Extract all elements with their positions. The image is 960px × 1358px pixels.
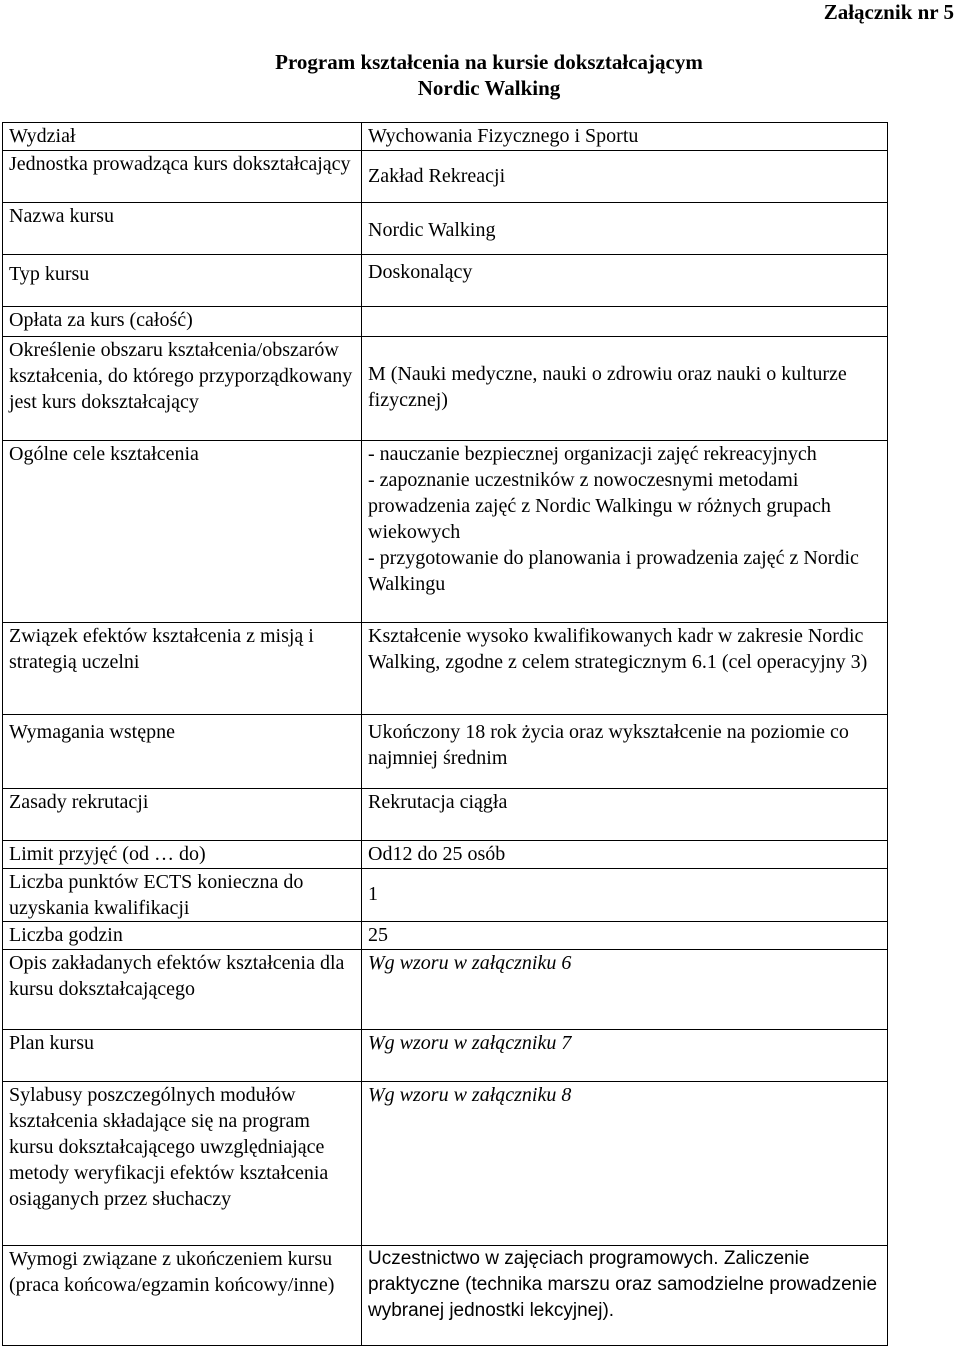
- row-value: Zakład Rekreacji: [362, 151, 888, 203]
- row-label: Zasady rekrutacji: [3, 789, 362, 841]
- table-row: [3, 715, 888, 789]
- row-value: Uczestnictwo w zajęciach programowych. Zaliczenie praktyczne (technika marszu oraz samodzielne prowadzenie wybranej jednostki lekcyjnej).: [362, 1246, 888, 1346]
- annex-label: Załącznik nr 5: [823, 0, 954, 24]
- row-value: Ukończony 18 rok życia oraz wykształcenie na poziomie co najmniej średnim: [362, 715, 888, 789]
- row-label: Wymogi związane z ukończeniem kursu (praca końcowa/egzamin końcowy/inne): [3, 1246, 362, 1346]
- row-label: Jednostka prowadząca kurs dokształcający: [3, 151, 362, 203]
- table-row: [3, 950, 888, 1030]
- row-value: 1: [362, 869, 888, 922]
- table-row: [3, 151, 888, 203]
- row-value: Kształcenie wysoko kwalifikowanych kadr w zakresie Nordic Walking, zgodne z celem strategicznym 6.1 (cel operacyjny 3): [362, 623, 888, 715]
- row-value: Wychowania Fizycznego i Sportu: [362, 123, 888, 151]
- table-row: [3, 203, 888, 255]
- row-label: Nazwa kursu: [3, 203, 362, 255]
- row-label: Opis zakładanych efektów kształcenia dla kursu dokształcającego: [3, 950, 362, 1030]
- row-value: Rekrutacja ciągła: [362, 789, 888, 841]
- row-value: Wg wzoru w załączniku 8: [362, 1082, 888, 1246]
- goal-line: - przygotowanie do planowania i prowadzenia zajęć z Nordic Walkingu: [368, 547, 864, 595]
- table-row: [3, 337, 888, 441]
- row-label: Wymagania wstępne: [3, 715, 362, 789]
- table-row: [3, 1082, 888, 1246]
- table-row: [3, 123, 888, 151]
- page-title: Program kształcenia na kursie dokształcającym: [275, 50, 703, 74]
- goal-line: - nauczanie bezpiecznej organizacji zajęć rekreacyjnych: [368, 443, 817, 465]
- table-row: [3, 1030, 888, 1082]
- row-label: Opłata za kurs (całość): [3, 307, 362, 337]
- row-value: Doskonalący: [362, 255, 888, 307]
- row-value: Wg wzoru w załączniku 6: [362, 950, 888, 1030]
- row-label: Ogólne cele kształcenia: [3, 441, 362, 623]
- table-row: [3, 307, 888, 337]
- table-row: [3, 623, 888, 715]
- row-label: Plan kursu: [3, 1030, 362, 1082]
- row-label: Limit przyjęć (od … do): [3, 841, 362, 869]
- table-row: [3, 841, 888, 869]
- table-row: [3, 869, 888, 922]
- row-label: Sylabusy poszczególnych modułów kształcenia składające się na program kursu dokształcającego uwzględniające metody weryfikacji efektów kształcenia osiąganych przez słuchaczy: [3, 1082, 362, 1246]
- row-value: M (Nauki medyczne, nauki o zdrowiu oraz nauki o kulturze fizycznej): [362, 337, 888, 441]
- course-title: Nordic Walking: [417, 76, 561, 100]
- row-label: Określenie obszaru kształcenia/obszarów kształcenia, do którego przyporządkowany jest kurs dokształcający: [3, 337, 362, 441]
- table-row: [3, 789, 888, 841]
- row-value: Wg wzoru w załączniku 7: [362, 1030, 888, 1082]
- row-value: Nordic Walking: [362, 203, 888, 255]
- table-row: [3, 922, 888, 950]
- row-label: Związek efektów kształcenia z misją i strategią uczelni: [3, 623, 362, 715]
- row-label: Liczba godzin: [3, 922, 362, 950]
- row-label: Typ kursu: [3, 255, 362, 307]
- row-value: [362, 441, 888, 623]
- row-label: Liczba punktów ECTS konieczna do uzyskania kwalifikacji: [3, 869, 362, 922]
- row-value: [362, 307, 888, 337]
- row-value: Od12 do 25 osób: [362, 841, 888, 869]
- table-row: [3, 1246, 888, 1346]
- table-row: [3, 441, 888, 623]
- row-label: Wydział: [3, 123, 362, 151]
- table-row: [3, 255, 888, 307]
- row-value: 25: [362, 922, 888, 950]
- program-table: [2, 122, 888, 1346]
- goal-line: - zapoznanie uczestników z nowoczesnymi metodami prowadzenia zajęć z Nordic Walkingu w różnych grupach wiekowych: [368, 469, 836, 543]
